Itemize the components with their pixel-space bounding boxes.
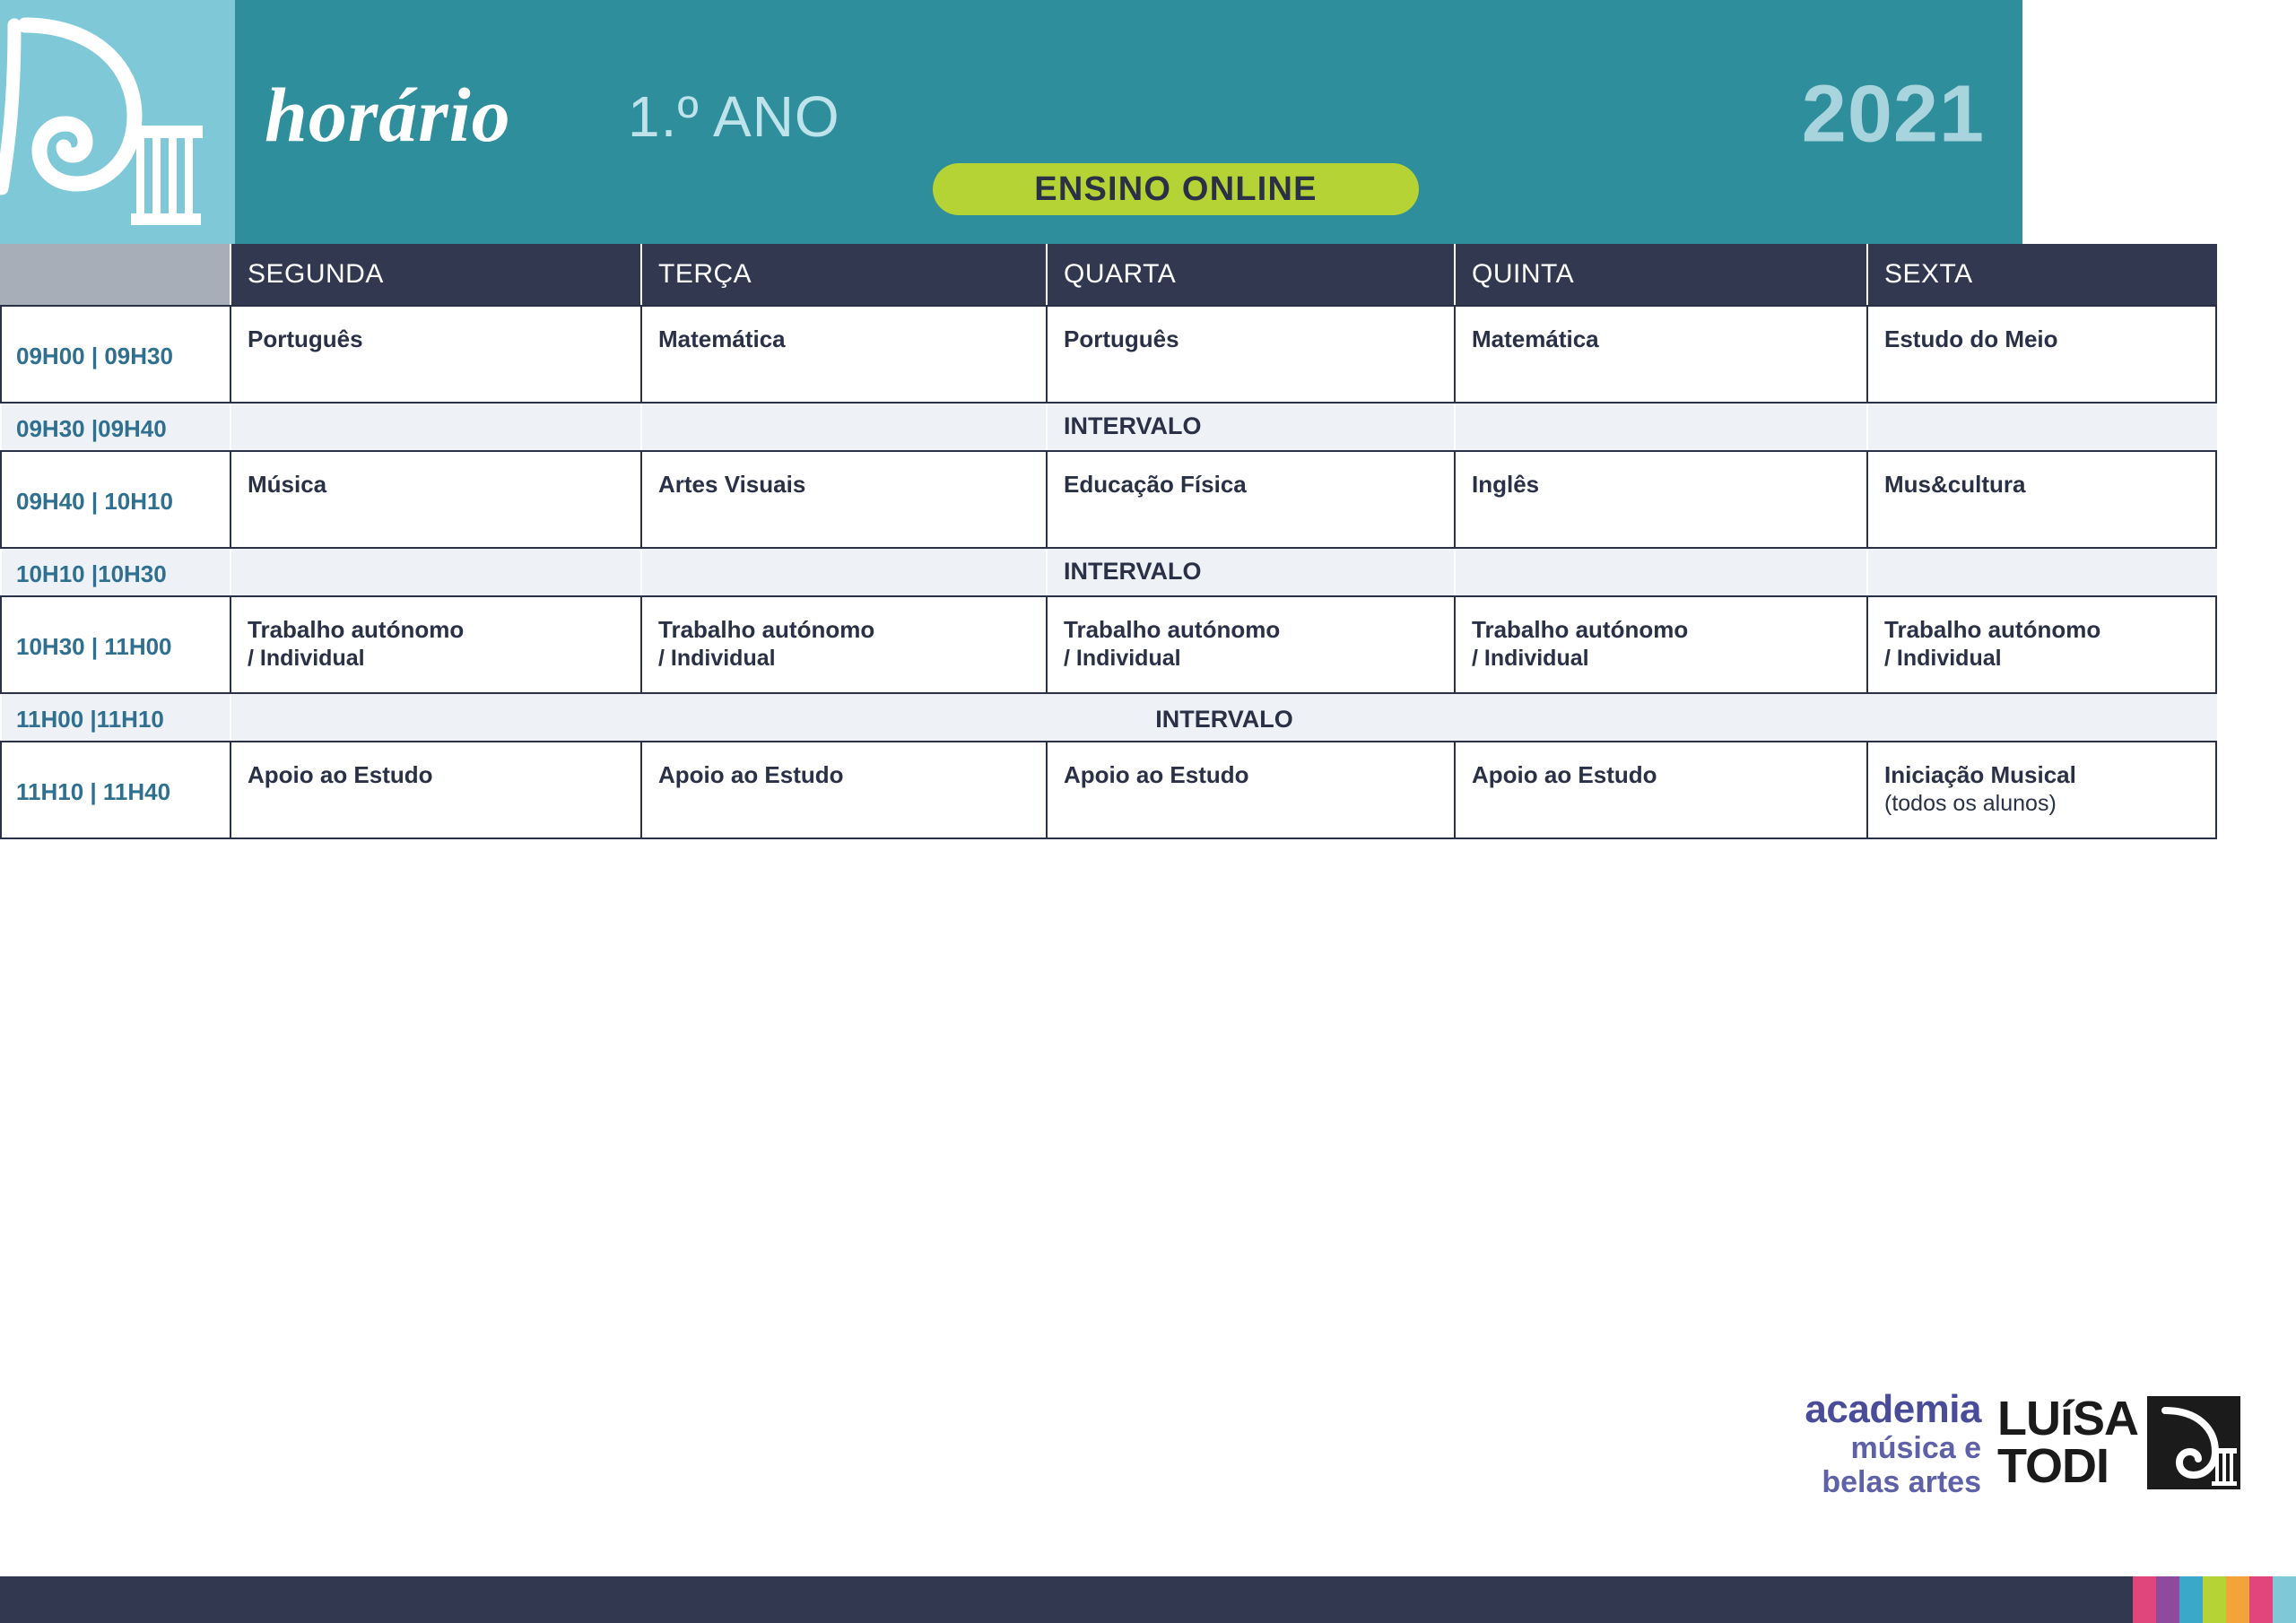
table-cell (1048, 307, 1456, 402)
cell-sub: (todos os alunos) (1884, 790, 2057, 816)
table-cell (1456, 742, 1868, 838)
header-terca: TERÇA (642, 244, 1048, 305)
row-time: 09H30 |09H40 (0, 404, 231, 450)
footer-harp-mark (2147, 1396, 2240, 1489)
cell-main: Iniciação Musical (1884, 761, 2076, 788)
cell-main: Apoio ao Estudo (658, 761, 844, 788)
cell-sub: / Individual (1064, 645, 1181, 671)
table-row (0, 595, 2217, 694)
row-time: 09H40 | 10H10 (0, 452, 231, 547)
break-cell (642, 549, 1048, 595)
cell-sub: / Individual (658, 645, 776, 671)
table-cell (1456, 307, 1868, 402)
table-cell (1868, 452, 2217, 547)
table-row (0, 305, 2217, 404)
header-quarta: QUARTA (1048, 244, 1456, 305)
row-time: 09H00 | 09H30 (0, 307, 231, 402)
table-cell (231, 307, 642, 402)
break-cell (642, 404, 1048, 450)
table-cell (1868, 597, 2217, 692)
table-cell (231, 452, 642, 547)
table-cell (1456, 452, 1868, 547)
break-label: INTERVALO (1048, 404, 1456, 450)
cell-main: Apoio ao Estudo (248, 761, 433, 788)
cell-main: Apoio ao Estudo (1064, 761, 1249, 788)
table-break-row (0, 549, 2217, 595)
break-cell (1868, 404, 2217, 450)
cell-main: Português (248, 325, 363, 352)
header-quinta: QUINTA (1456, 244, 1868, 305)
header-sexta: SEXTA (1868, 244, 2217, 305)
table-cell (642, 742, 1048, 838)
table-cell (642, 452, 1048, 547)
table-cell (642, 597, 1048, 692)
color-chip (2156, 1576, 2179, 1623)
cell-main: Trabalho autónomo (658, 616, 875, 643)
footer-bar (0, 1576, 2296, 1623)
row-time: 10H30 | 11H00 (0, 597, 231, 692)
harp-icon (0, 9, 235, 233)
footer-musica: música e (1850, 1430, 1981, 1465)
cell-main: Português (1064, 325, 1179, 352)
footer-logo (1805, 1387, 2240, 1499)
table-row (0, 450, 2217, 549)
footer-brand-line2: TODI (1997, 1439, 2109, 1494)
footer-belas: belas artes (1822, 1464, 1981, 1499)
color-chip (2273, 1576, 2296, 1623)
cell-main: Inglês (1472, 471, 1540, 498)
footer-brand-name (1997, 1392, 2138, 1494)
break-label: INTERVALO (231, 694, 2217, 741)
header-time-col (0, 244, 231, 305)
cell-main: Trabalho autónomo (1884, 616, 2101, 643)
break-cell (231, 549, 642, 595)
row-time: 11H00 |11H10 (0, 694, 231, 741)
harp-icon (2147, 1396, 2240, 1489)
table-cell (1868, 307, 2217, 402)
table-cell (642, 307, 1048, 402)
cell-sub: / Individual (1884, 645, 2002, 671)
cell-main: Trabalho autónomo (248, 616, 465, 643)
cell-sub: / Individual (1472, 645, 1589, 671)
cell-main: Estudo do Meio (1884, 325, 2058, 352)
cell-main: Trabalho autónomo (1064, 616, 1281, 643)
footer-color-chips (2133, 1576, 2296, 1623)
table-break-row (0, 694, 2217, 741)
header-banner (0, 0, 2022, 244)
cell-main: Matemática (658, 325, 786, 352)
header-segunda: SEGUNDA (231, 244, 642, 305)
color-chip (2203, 1576, 2226, 1623)
break-cell (1456, 404, 1868, 450)
status-badge: ENSINO ONLINE (933, 163, 1419, 215)
header-logo-block (0, 0, 235, 244)
page-title: horário (265, 72, 511, 158)
table-cell (231, 597, 642, 692)
row-time: 10H10 |10H30 (0, 549, 231, 595)
table-header-row (0, 244, 2217, 305)
cell-main: Música (248, 471, 327, 498)
footer-brand (1997, 1392, 2240, 1494)
footer-academia: academia (1805, 1386, 1981, 1431)
break-cell (1868, 549, 2217, 595)
break-cell (1456, 549, 1868, 595)
color-chip (2179, 1576, 2203, 1623)
footer-brand-line1: LUíSA (1997, 1392, 2138, 1446)
table-cell (231, 742, 642, 838)
break-cell (231, 404, 642, 450)
color-chip (2133, 1576, 2156, 1623)
cell-main: Apoio ao Estudo (1472, 761, 1657, 788)
cell-main: Mus&cultura (1884, 471, 2026, 498)
table-cell (1456, 597, 1868, 692)
table-cell (1048, 452, 1456, 547)
cell-main: Matemática (1472, 325, 1599, 352)
schedule-table (0, 244, 2217, 839)
cell-main: Artes Visuais (658, 471, 806, 498)
cell-main: Educação Física (1064, 471, 1247, 498)
color-chip (2226, 1576, 2249, 1623)
footer-logo-text (1805, 1387, 1981, 1499)
year-label: 2021 (1801, 69, 1985, 160)
color-chip (2249, 1576, 2273, 1623)
table-row (0, 741, 2217, 839)
grade-label: 1.º ANO (628, 84, 840, 149)
cell-sub: / Individual (248, 645, 365, 671)
table-cell (1048, 597, 1456, 692)
table-break-row (0, 404, 2217, 450)
break-label: INTERVALO (1048, 549, 1456, 595)
row-time: 11H10 | 11H40 (0, 742, 231, 838)
table-cell (1048, 742, 1456, 838)
cell-main: Trabalho autónomo (1472, 616, 1689, 643)
table-cell (1868, 742, 2217, 838)
